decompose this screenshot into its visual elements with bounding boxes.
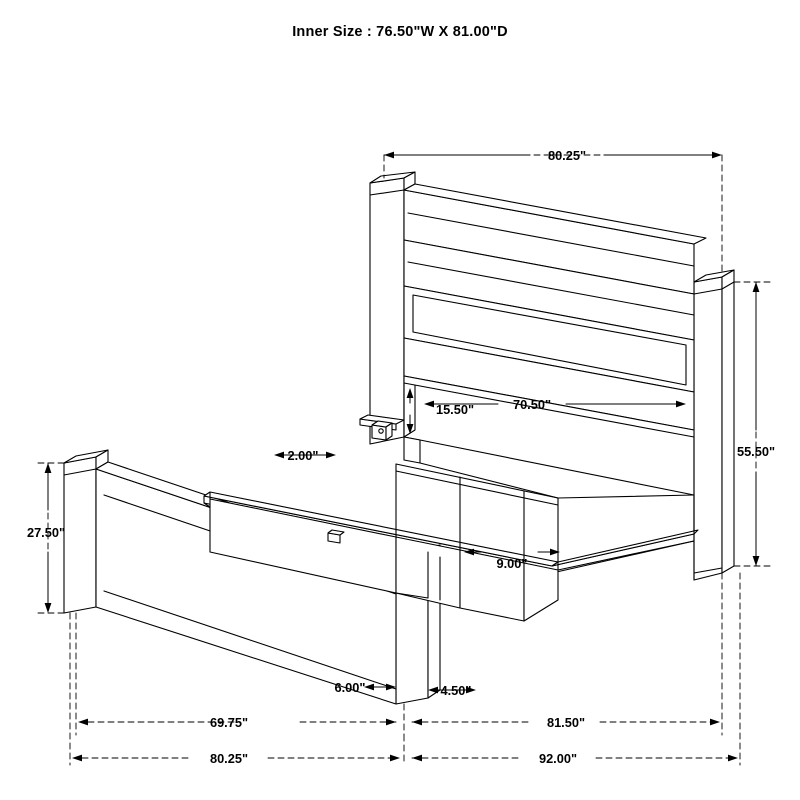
dim-overall-width: 80.25": [209, 751, 249, 766]
dim-post-width: 4.50": [440, 683, 472, 698]
dim-post-foot-height: 6.00": [334, 680, 366, 695]
dim-headboard-inner-width: 70.50": [512, 397, 552, 412]
dim-rail-thickness: 2.00": [287, 448, 319, 463]
page-title: Inner Size : 76.50"W X 81.00"D: [292, 24, 508, 40]
dim-side-rail-right: 81.50": [546, 715, 586, 730]
dim-slat-clearance: 9.00": [496, 556, 528, 571]
dim-footboard-height: 27.50": [26, 525, 66, 540]
dim-headboard-height: 55.50": [736, 444, 776, 459]
dim-headboard-width: 80.25": [547, 148, 587, 163]
dim-overall-depth: 92.00": [538, 751, 578, 766]
dim-side-rail-left: 69.75": [209, 715, 249, 730]
dim-headboard-panel-drop: 15.50": [435, 402, 475, 417]
